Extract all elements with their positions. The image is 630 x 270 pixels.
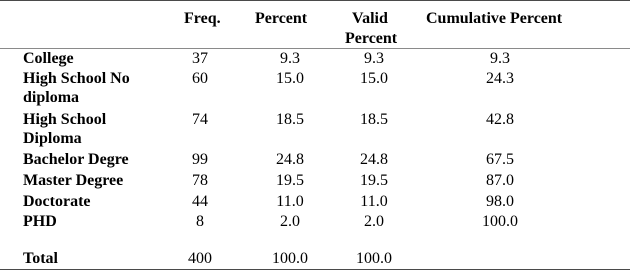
row-label-phd (23, 212, 163, 231)
row-label-text: Bachelor Degre (23, 151, 129, 168)
row-label-text: Doctorate (23, 193, 91, 210)
cell-valid: 19.5 (360, 172, 388, 189)
cell-percent: 24.8 (276, 151, 304, 168)
row-label-bachelor-degree (23, 150, 163, 169)
column-header-cumulative: Cumulative Percent (426, 10, 563, 27)
cell-percent: 15.0 (276, 70, 304, 87)
row-label-text: Master Degree (23, 172, 124, 189)
cell-valid: 9.3 (364, 50, 384, 67)
cell-freq: 78 (192, 172, 208, 189)
row-label-text: Diploma (23, 130, 82, 147)
cell-freq: 74 (192, 111, 208, 128)
cell-valid: 18.5 (360, 111, 388, 128)
cell-percent: 11.0 (276, 193, 304, 210)
column-header-percent: Percent (255, 10, 308, 27)
cell-cumulative: 98.0 (486, 193, 514, 210)
cell-freq: 60 (192, 70, 208, 87)
row-label-college (23, 49, 163, 68)
cell-valid: 15.0 (360, 70, 388, 87)
column-header-valid-line1: Valid (352, 10, 388, 27)
cell-percent: 18.5 (276, 111, 304, 128)
row-label-text: PHD (23, 213, 57, 230)
total-freq: 400 (188, 250, 212, 267)
cell-freq: 37 (192, 50, 208, 67)
cell-cumulative: 67.5 (486, 151, 514, 168)
cell-valid: 11.0 (360, 193, 388, 210)
cell-percent: 9.3 (280, 50, 300, 67)
row-label-high-school-diploma (23, 110, 163, 148)
row-label-text: Total (23, 250, 58, 267)
row-label-text: High School (23, 111, 107, 128)
row-label-doctorate (23, 192, 163, 211)
column-header-freq: Freq. (184, 10, 221, 27)
row-label-master-degree (23, 171, 163, 190)
cell-percent: 19.5 (276, 172, 304, 189)
cell-freq: 99 (192, 151, 208, 168)
cell-cumulative: 42.8 (486, 111, 514, 128)
total-percent: 100.0 (272, 250, 308, 267)
cell-cumulative: 100.0 (482, 213, 518, 230)
cell-valid: 2.0 (364, 213, 384, 230)
row-label-text: diploma (23, 89, 80, 106)
cell-valid: 24.8 (360, 151, 388, 168)
row-label-total (23, 249, 163, 268)
row-label-text: College (23, 50, 74, 67)
cell-freq: 8 (196, 213, 204, 230)
cell-cumulative: 87.0 (486, 172, 514, 189)
column-header-valid-line2: Percent (345, 30, 398, 47)
total-valid: 100.0 (356, 250, 392, 267)
cell-freq: 44 (192, 193, 208, 210)
cell-percent: 2.0 (280, 213, 300, 230)
cell-cumulative: 24.3 (486, 70, 514, 87)
cell-cumulative: 9.3 (490, 50, 510, 67)
row-label-high-school-no-diploma (23, 69, 163, 107)
row-label-text: High School No (23, 70, 130, 87)
